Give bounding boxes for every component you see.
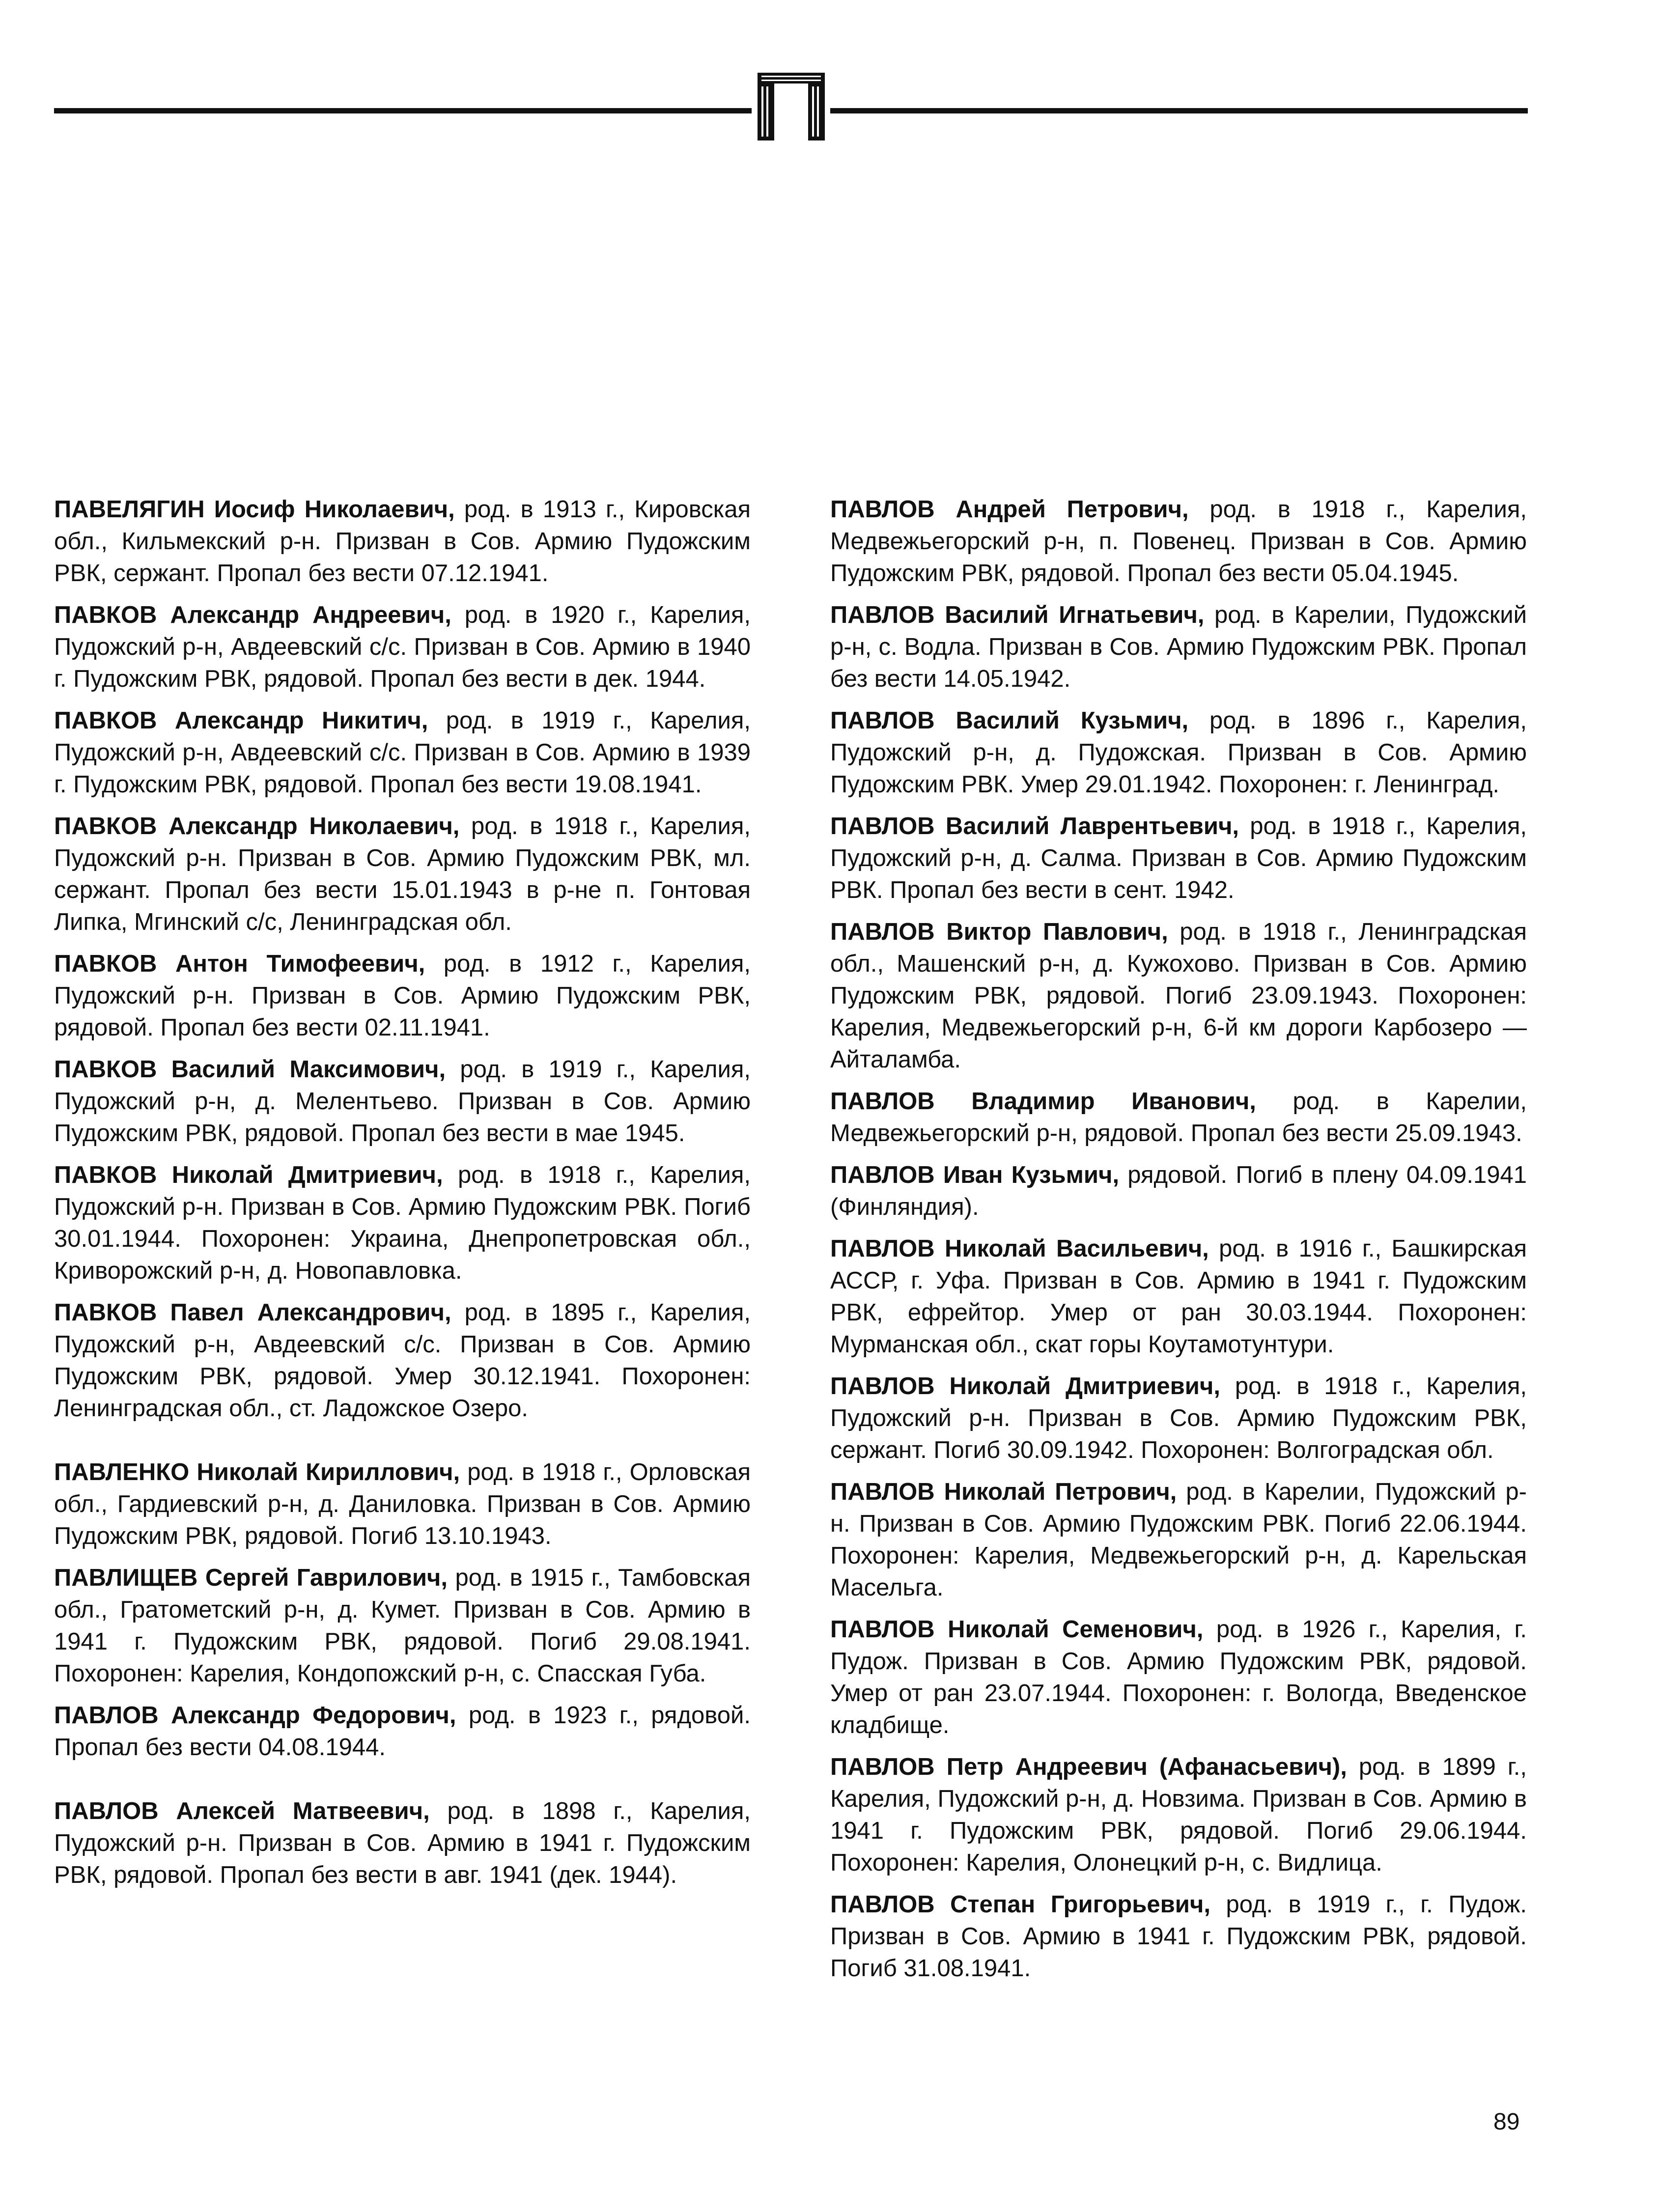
entry (830, 705, 1527, 801)
entry-name: ПАВКОВ Антон Тимофеевич, (54, 951, 425, 977)
right-column (830, 494, 1527, 1994)
entry-name: ПАВЛОВ Александр Федорович, (54, 1702, 456, 1729)
entry-text: рядовой. Погиб в плену 04.09.1941 (Финляндия). (830, 1162, 1527, 1220)
entry (54, 811, 751, 938)
entry (54, 1795, 751, 1891)
entry (54, 1297, 751, 1425)
entry (830, 1751, 1527, 1879)
entry (830, 916, 1527, 1076)
entry-name: ПАВЛОВ Николай Семенович, (830, 1616, 1204, 1643)
entry (54, 599, 751, 695)
entry-name: ПАВЛОВ Василий Кузьмич, (830, 707, 1189, 734)
entry-name: ПАВЛОВ Владимир Иванович, (830, 1088, 1256, 1115)
entry (830, 811, 1527, 906)
entry-name: ПАВКОВ Александр Никитич, (54, 707, 428, 734)
entry-text: род. в 1918 г., Карелия, Пудожский р-н. Призван в Сов. Армию Пудожским РВК, сержант. Погиб 30.09.1942. Похоронен: Волгоградская обл. (830, 1373, 1527, 1463)
entry-text: род. в 1918 г., Карелия, Пудожский р-н. Призван в Сов. Армию Пудожским РВК. Погиб 30.01.1944. Похоронен: Украина, Днепропетровская обл., Криворожский р-н, д. Новопавловка. (54, 1162, 751, 1284)
entry-text: род. в 1896 г., Карелия, Пудожский р-н, д. Пудожская. Призван в Сов. Армию Пудожским РВК. Умер 29.01.1942. Похоронен: г. Ленинград. (830, 707, 1527, 798)
page-number: 89 (1493, 2109, 1520, 2135)
entry-text: род. в 1918 г., Орловская обл., Гардиевский р-н, д. Даниловка. Призван в Сов. Армию Пудожским РВК, рядовой. Погиб 13.10.1943. (54, 1459, 751, 1549)
entry-name: ПАВЛОВ Николай Дмитриевич, (830, 1373, 1220, 1400)
entry-name: ПАВЛОВ Петр Андреевич (Афанасьевич), (830, 1754, 1347, 1780)
entry (54, 1456, 751, 1552)
entry-text: род. в 1898 г., Карелия, Пудожский р-н. Призван в Сов. Армию в 1941 г. Пудожским РВК, рядовой. Пропал без вести в авг. 1941 (дек. 1944). (54, 1798, 751, 1888)
entry (54, 1562, 751, 1690)
entry (830, 494, 1527, 589)
entry-text: род. в Карелии, Пудожский р-н. Призван в Сов. Армию Пудожским РВК. Погиб 22.06.1944. Похоронен: Карелия, Медвежьегорский р-н, д. Карельская Масельга. (830, 1479, 1527, 1601)
entry-text: род. в Карелии, Пудожский р-н, с. Водла. Призван в Сов. Армию Пудожским РВК. Пропал без вести 14.05.1942. (830, 602, 1527, 692)
entry (830, 1233, 1527, 1361)
entry (54, 1700, 751, 1764)
entry-name: ПАВЛОВ Василий Лаврентьевич, (830, 813, 1239, 840)
entry-text: род. в 1918 г., Карелия, Пудожский р-н, д. Салма. Призван в Сов. Армию Пудожским РВК. Пропал без вести в сент. 1942. (830, 813, 1527, 903)
entry (54, 494, 751, 589)
entry (830, 1476, 1527, 1604)
entry-text: род. в 1895 г., Карелия, Пудожский р-н, Авдеевский с/с. Призван в Сов. Армию Пудожским РВК, рядовой. Умер 30.12.1941. Похоронен: Ленинградская обл., ст. Ладожское Озеро. (54, 1299, 751, 1422)
entry-name: ПАВКОВ Василий Максимович, (54, 1056, 446, 1083)
entry-text: род. в 1913 г., Кировская обл., Кильмекский р-н. Призван в Сов. Армию Пудожским РВК, сержант. Пропал без вести 07.12.1941. (54, 496, 751, 587)
entry-text: род. в 1916 г., Башкирская АССР, г. Уфа. Призван в Сов. Армию в 1941 г. Пудожским РВК, ефрейтор. Умер от ран 30.03.1944. Похоронен: Мурманская обл., скат горы Коутамотунтури. (830, 1235, 1527, 1358)
entry (54, 948, 751, 1044)
header-rule-right (830, 108, 1528, 113)
entry-name: ПАВЛОВ Николай Петрович, (830, 1479, 1177, 1505)
entry (830, 1614, 1527, 1741)
entry (54, 1054, 751, 1149)
entry-name: ПАВКОВ Николай Дмитриевич, (54, 1162, 443, 1188)
entry-text: род. в 1919 г., г. Пудож. Призван в Сов. Армию в 1941 г. Пудожским РВК, рядовой. Погиб 31.08.1941. (830, 1891, 1527, 1982)
entry (830, 599, 1527, 695)
entry-name: ПАВЛЕНКО Николай Кириллович, (54, 1459, 460, 1485)
entry-text: род. в 1923 г., рядовой. Пропал без вести 04.08.1944. (54, 1702, 751, 1761)
entry (830, 1371, 1527, 1466)
entry-name: ПАВЛОВ Виктор Павлович, (830, 919, 1168, 945)
entry (830, 1159, 1527, 1223)
header-rule-left (54, 108, 752, 113)
entry-name: ПАВКОВ Александр Андреевич, (54, 602, 451, 628)
entry (830, 1889, 1527, 1985)
entry (54, 705, 751, 801)
entry-text: род. в Карелии, Медвежьегорский р-н, рядовой. Пропал без вести 25.09.1943. (830, 1088, 1527, 1147)
entry-name: ПАВЕЛЯГИН Иосиф Николаевич, (54, 496, 455, 523)
entry-text: род. в 1918 г., Карелия, Пудожский р-н. Призван в Сов. Армию Пудожским РВК, мл. сержант. Пропал без вести 15.01.1943 в р-не п. Гонтовая Липка, Мгинский с/с, Ленинградская обл. (54, 813, 751, 935)
entry-name: ПАВЛОВ Иван Кузьмич, (830, 1162, 1120, 1188)
entry-text: род. в 1926 г., Карелия, г. Пудож. Призван в Сов. Армию Пудожским РВК, рядовой. Умер от ран 23.07.1944. Похоронен: г. Вологда, Введенское кладбище. (830, 1616, 1527, 1738)
entry-text: род. в 1918 г., Карелия, Медвежьегорский р-н, п. Повенец. Призван в Сов. Армию Пудожским РВК, рядовой. Пропал без вести 05.04.1945. (830, 496, 1527, 587)
entry (830, 1086, 1527, 1149)
entry-text: род. в 1912 г., Карелия, Пудожский р-н. Призван в Сов. Армию Пудожским РВК, рядовой. Пропал без вести 02.11.1941. (54, 951, 751, 1041)
entry-name: ПАВЛОВ Василий Игнатьевич, (830, 602, 1205, 628)
entry-name: ПАВЛОВ Андрей Петрович, (830, 496, 1189, 523)
entry-text: род. в 1899 г., Карелия, Пудожский р-н, д. Новзима. Призван в Сов. Армию в 1941 г. Пудожским РВК, рядовой. Погиб 29.06.1944. Похоронен: Карелия, Олонецкий р-н, с. Видлица. (830, 1754, 1527, 1876)
entry-text: род. в 1920 г., Карелия, Пудожский р-н, Авдеевский с/с. Призван в Сов. Армию в 1940 г. Пудожским РВК, рядовой. Пропал без вести в дек. 1944. (54, 602, 751, 692)
entry-name: ПАВЛОВ Степан Григорьевич, (830, 1891, 1210, 1918)
entry-name: ПАВЛОВ Алексей Матвеевич, (54, 1798, 430, 1824)
entry-name: ПАВЛИЩЕВ Сергей Гаврилович, (54, 1565, 448, 1591)
entry-text: род. в 1915 г., Тамбовская обл., Гратометский р-н, д. Кумет. Призван в Сов. Армию в 1941 г. Пудожским РВК, рядовой. Погиб 29.08.1941. Похоронен: Карелия, Кондопожский р-н, с. Спасская Губа. (54, 1565, 751, 1687)
entry-text: род. в 1918 г., Ленинградская обл., Машенский р-н, д. Кужохово. Призван в Сов. Армию Пудожским РВК, рядовой. Погиб 23.09.1943. Похоронен: Карелия, Медвежьегорский р-н, 6-й км дороги Карбозеро — Айталамба. (830, 919, 1527, 1073)
section-letter-graphic (756, 69, 827, 142)
entry (54, 1159, 751, 1287)
entry-text: род. в 1919 г., Карелия, Пудожский р-н, Авдеевский с/с. Призван в Сов. Армию в 1939 г. Пудожским РВК, рядовой. Пропал без вести 19.08.1941. (54, 707, 751, 798)
entry-text: род. в 1919 г., Карелия, Пудожский р-н, д. Мелентьево. Призван в Сов. Армию Пудожским РВК, рядовой. Пропал без вести в мае 1945. (54, 1056, 751, 1147)
left-column (54, 494, 751, 1901)
entry-name: ПАВЛОВ Николай Васильевич, (830, 1235, 1209, 1262)
entry-name: ПАВКОВ Павел Александрович, (54, 1299, 451, 1326)
entry-name: ПАВКОВ Александр Николаевич, (54, 813, 460, 840)
